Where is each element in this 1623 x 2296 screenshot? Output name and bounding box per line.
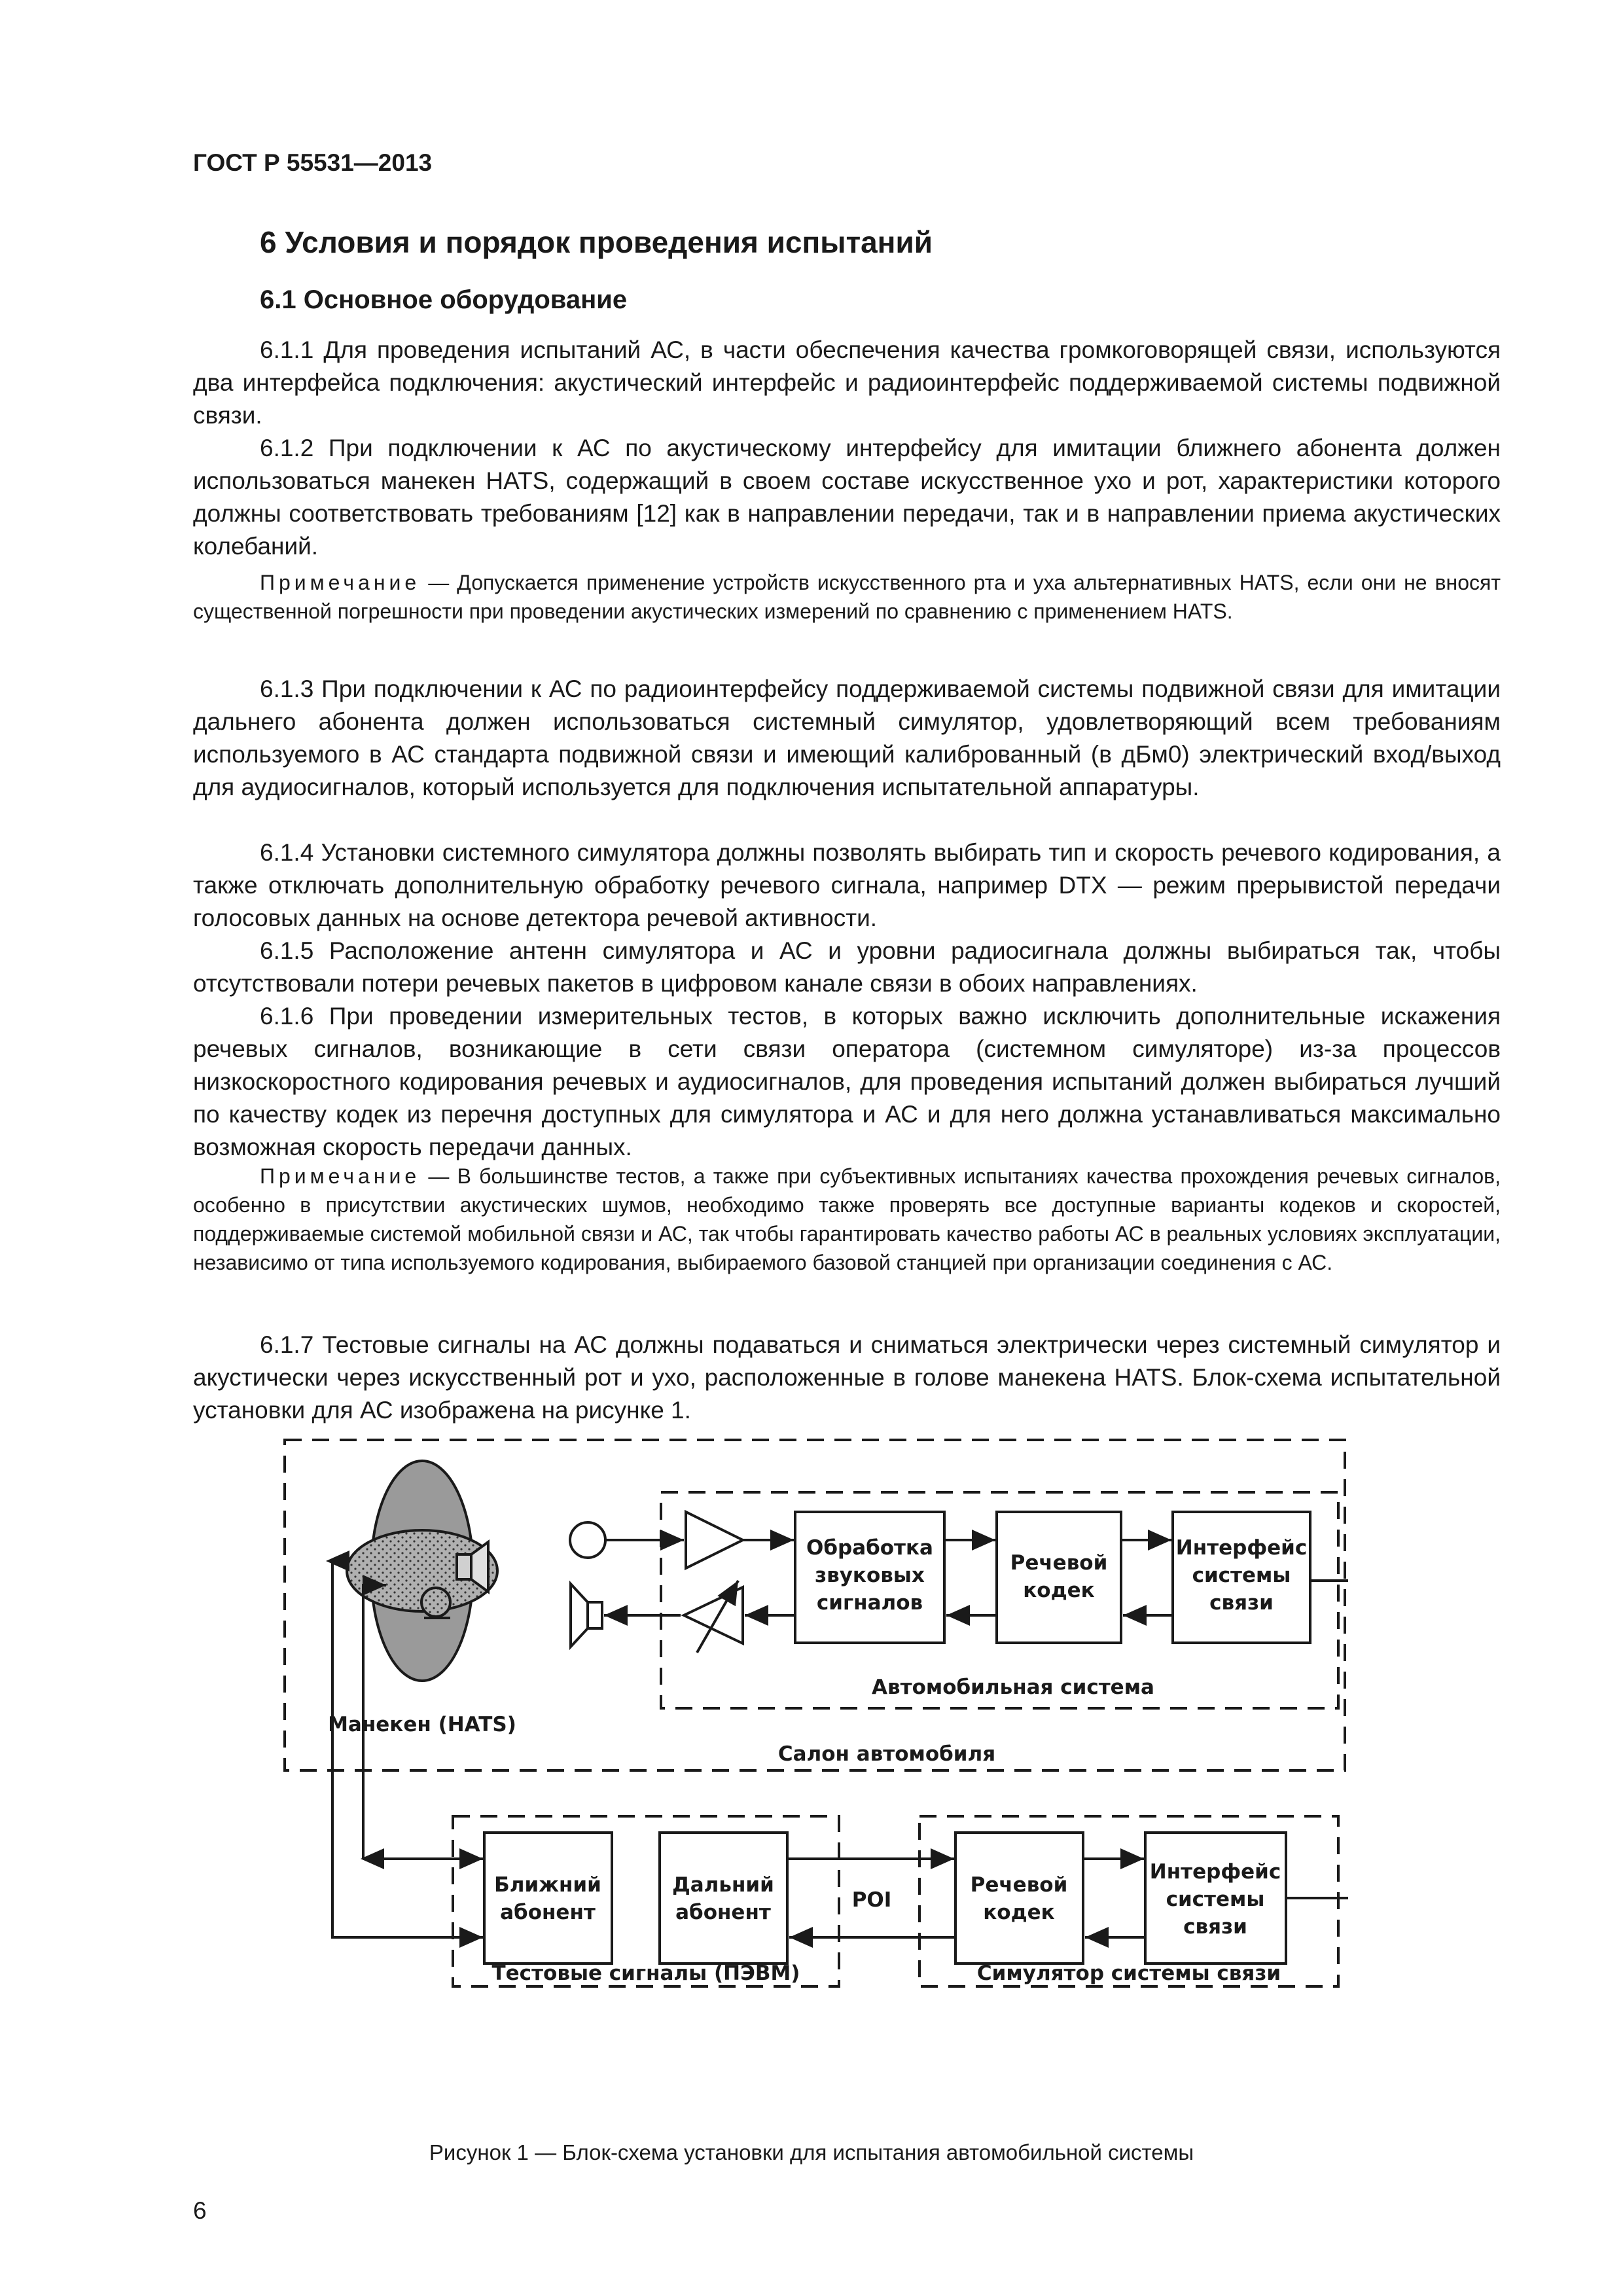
interface-label: системы bbox=[1192, 1564, 1291, 1587]
sim-interface-label: связи bbox=[1183, 1915, 1247, 1939]
paragraph-6-1-2: 6.1.2 При подключении к АС по акустическому интерфейсу для имитации ближнего абонента должен использоваться манекен HATS, содержащий в своем составе искусственное ухо и рот, характеристики которого должны соответствовать требованиям [12] как в направлении передачи, так и в направлении приема акустических колебаний. bbox=[193, 435, 1501, 560]
far-subscriber-block bbox=[660, 1833, 787, 1964]
processing-label: Обработка bbox=[806, 1536, 933, 1560]
far-subscriber-label: Дальний bbox=[672, 1873, 774, 1897]
processing-label: сигналов bbox=[816, 1591, 923, 1615]
microphone-icon bbox=[570, 1522, 605, 1558]
page-number: 6 bbox=[193, 2197, 207, 2224]
paragraph-6-1-5: 6.1.5 Расположение антенн симулятора и АС и уровни радиосигнала должны выбираться так, чтобы отсутствовали потери речевых пакетов в цифровом канале связи в обоих направлениях. bbox=[193, 937, 1501, 997]
near-subscriber-block bbox=[484, 1833, 612, 1964]
note-label: Примечание bbox=[260, 571, 421, 594]
paragraph-6-1-1: 6.1.1 Для проведения испытаний АС, в части обеспечения качества громкоговорящей связи, используются два интерфейса подключения: акустический интерфейс и радиоинтерфейс поддерживаемой системы подвижной связи. bbox=[193, 336, 1501, 429]
subsection-title: 6.1 Основное оборудование bbox=[260, 285, 628, 314]
processing-label: звуковых bbox=[815, 1564, 925, 1587]
note-1 bbox=[193, 568, 1501, 626]
sim-codec-label: Речевой bbox=[970, 1873, 1068, 1897]
note-text: — Допускается применение устройств искусственного рта и уха альтернативных HATS, если они не вносят существенной погрешности при проведении акустических измерений по сравнению с применением HATS. bbox=[193, 571, 1501, 623]
codec-label: Речевой bbox=[1010, 1551, 1108, 1575]
sim-interface-label: системы bbox=[1166, 1888, 1265, 1911]
sim-interface-label: Интерфейс bbox=[1149, 1860, 1281, 1884]
auto-system-label: Автомобильная система bbox=[872, 1676, 1154, 1699]
sim-codec-block bbox=[955, 1833, 1083, 1964]
note-text: — В большинстве тестов, а также при субъективных испытаниях качества прохождения речевых сигналов, особенно в присутствии акустических шумов, необходимо также проверять все доступные варианты кодеков и скоростей, поддерживаемые системой мобильной связи и АС, так чтобы гарантировать качество работы АС в реальных условиях эксплуатации, независимо от типа используемого кодирования, выбираемого базовой станцией при организации соединения с АС. bbox=[193, 1164, 1501, 1274]
dummy-label: Манекен (HATS) bbox=[328, 1713, 516, 1736]
hats-dummy-icon bbox=[347, 1461, 497, 1681]
section-title: 6 Условия и порядок проведения испытаний bbox=[260, 225, 933, 259]
amplifier-icon bbox=[686, 1512, 743, 1568]
block-diagram bbox=[275, 1433, 1348, 2009]
auto-codec-block bbox=[997, 1512, 1121, 1643]
note-label: Примечание bbox=[260, 1164, 421, 1188]
poi-label: POI bbox=[851, 1888, 892, 1912]
near-subscriber-label: Ближний bbox=[494, 1873, 601, 1897]
note-2 bbox=[193, 1162, 1501, 1277]
standard-designation: ГОСТ Р 55531—2013 bbox=[193, 149, 433, 176]
paragraph-6-1-6: 6.1.6 При проведении измерительных тестов, в которых важно исключить дополнительные искажения речевых сигналов, возникающие в сети связи оператора (системном симуляторе) из-за процессов низкоскоростного кодирования речевых и аудиосигналов, для проведения испытаний должен выбираться лучший по качеству кодек из перечня доступных для симулятора и АС и для него должна устанавливаться максимально возможная скорость передачи данных. bbox=[193, 1003, 1501, 1160]
codec-label: кодек bbox=[1023, 1579, 1095, 1602]
interface-label: Интерфейс bbox=[1175, 1536, 1308, 1560]
paragraph-6-1-3: 6.1.3 При подключении к АС по радиоинтерфейсу поддерживаемой системы подвижной связи для имитации дальнего абонента должен использоваться системный симулятор, удовлетворяющий всем требованиям используемого в АС стандарта подвижной связи и имеющий калиброванный (в дБм0) электрический вход/выход для аудиосигналов, который используется для подключения испытательной аппаратуры. bbox=[193, 675, 1501, 800]
sim-codec-label: кодек bbox=[983, 1901, 1055, 1924]
car-cabin-label: Салон автомобиля bbox=[777, 1742, 996, 1766]
figure-caption: Рисунок 1 — Блок-схема установки для испытания автомобильной системы bbox=[429, 2140, 1194, 2164]
test-signals-label: Тестовые сигналы (ПЭВМ) bbox=[491, 1962, 800, 1985]
paragraph-6-1-7: 6.1.7 Тестовые сигналы на АС должны подаваться и сниматься электрически через системный симулятор и акустически через искусственный рот и ухо, расположенные в голове манекена HATS. Блок-схема испытательной установки для АС изображена на рисунке 1. bbox=[193, 1331, 1501, 1424]
paragraph-6-1-4: 6.1.4 Установки системного симулятора должны позволять выбирать тип и скорость речевого кодирования, а также отключать дополнительную обработку речевого сигнала, например DTX — режим прерывистой передачи голосовых данных на основе детектора речевой активности. bbox=[193, 839, 1501, 931]
simulator-label: Симулятор системы связи bbox=[976, 1962, 1281, 1985]
near-subscriber-label: абонент bbox=[500, 1901, 596, 1924]
interface-label: связи bbox=[1209, 1591, 1274, 1615]
far-subscriber-label: абонент bbox=[675, 1901, 771, 1924]
variable-amplifier-icon bbox=[684, 1581, 743, 1653]
loudspeaker-icon bbox=[571, 1584, 602, 1647]
